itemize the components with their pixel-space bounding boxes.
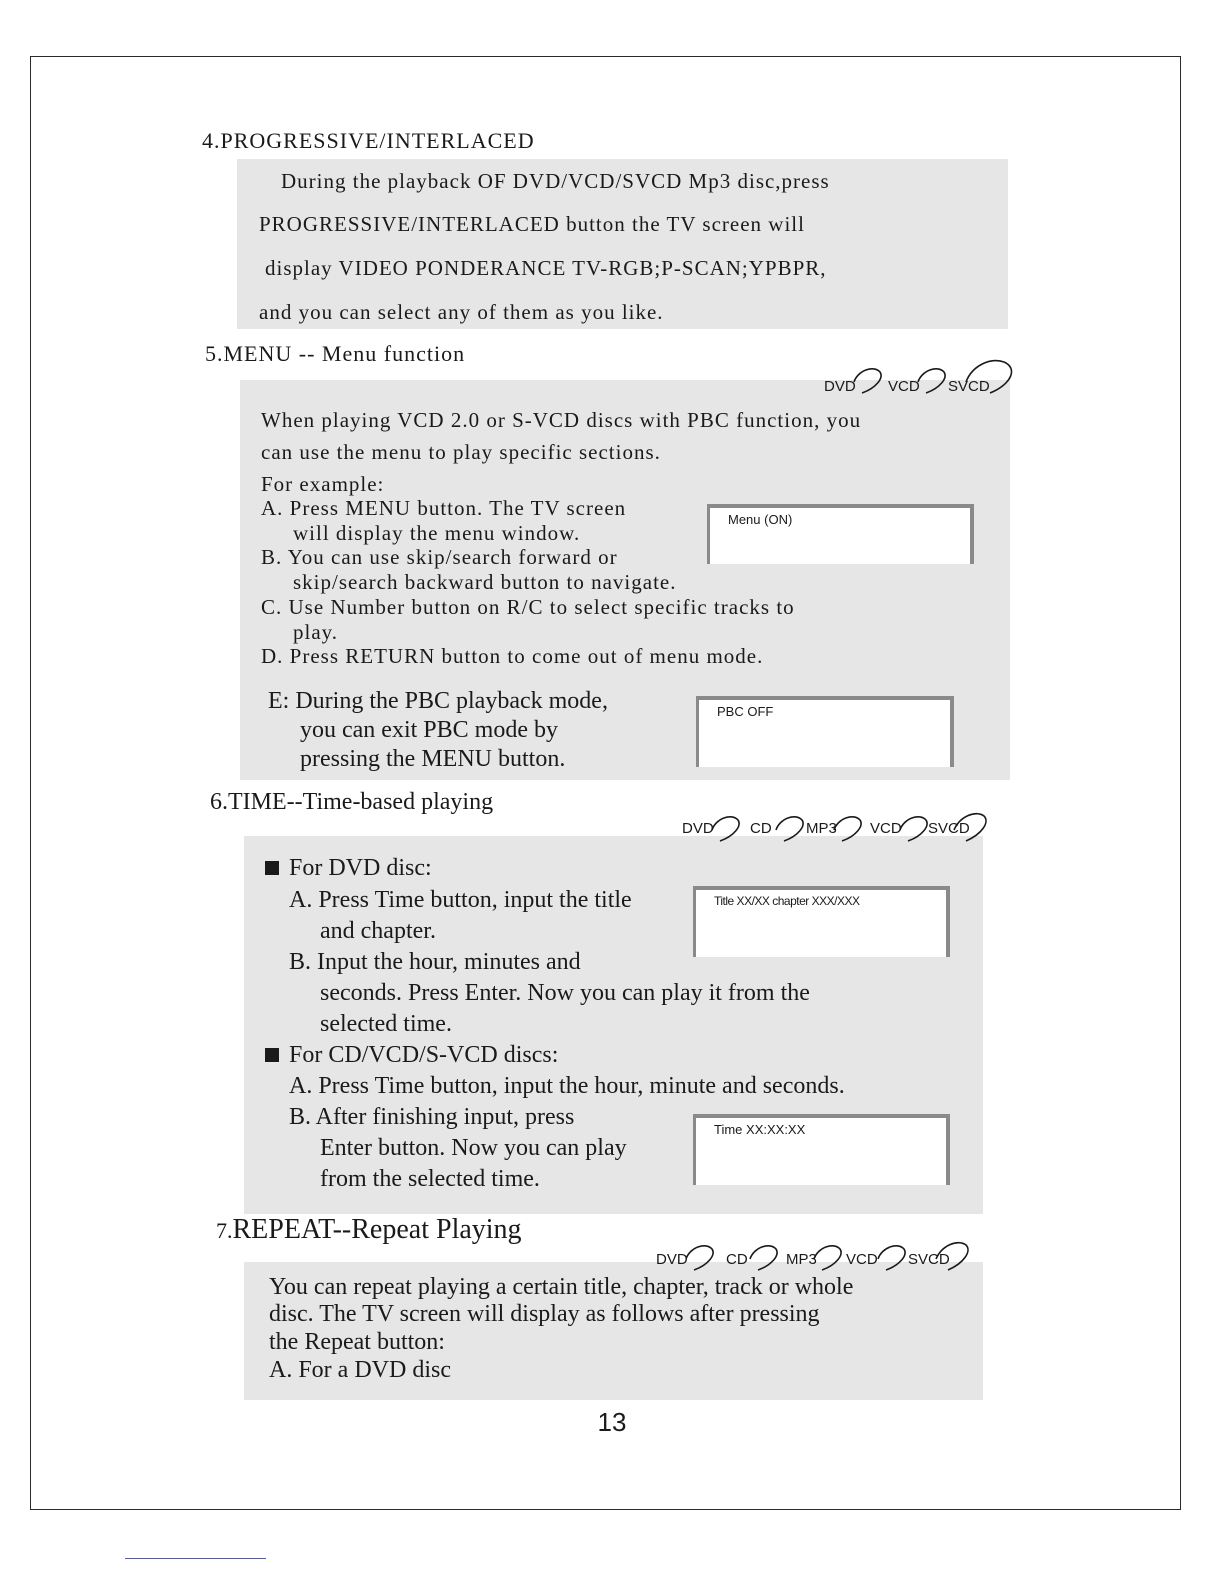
section-7-heading bbox=[216, 1214, 522, 1246]
menu-intro-line: can use the menu to play specific sections. bbox=[261, 440, 661, 464]
page-number: 13 bbox=[597, 1407, 627, 1437]
disc-badge-label: VCD bbox=[846, 1251, 878, 1268]
tv-screen-time bbox=[693, 1114, 950, 1185]
disc-badge-mp3 bbox=[786, 1246, 841, 1270]
menu-e-line: pressing the MENU button. bbox=[300, 746, 566, 772]
time-cd-line: from the selected time. bbox=[320, 1166, 540, 1192]
section-6-panel bbox=[244, 836, 983, 1214]
section-5-heading: 5.MENU -- Menu function bbox=[205, 341, 466, 366]
menu-e-line: you can exit PBC mode by bbox=[300, 717, 558, 743]
tv-screen-time-text: Time XX:XX:XX bbox=[714, 1122, 806, 1137]
menu-step: play. bbox=[293, 620, 339, 644]
disc-badge-dvd bbox=[682, 817, 739, 841]
menu-step: C. Use Number button on R/C to select specific tracks to bbox=[261, 595, 795, 619]
time-cd-line: A. Press Time button, input the hour, minute and seconds. bbox=[289, 1073, 845, 1099]
section-6-heading: 6.TIME--Time-based playing bbox=[210, 789, 494, 815]
menu-step: D. Press RETURN button to come out of menu mode. bbox=[261, 644, 764, 668]
repeat-line: You can repeat playing a certain title, chapter, track or whole bbox=[269, 1274, 854, 1300]
bullet-square bbox=[265, 1048, 279, 1062]
disc-badge-dvd bbox=[656, 1246, 713, 1270]
repeat-line: disc. The TV screen will display as follows after pressing bbox=[269, 1301, 820, 1327]
disc-badge-vcd bbox=[888, 369, 945, 395]
time-dvd-line: selected time. bbox=[320, 1011, 452, 1037]
disc-badge-group bbox=[822, 360, 1012, 396]
tv-screen-title bbox=[693, 886, 950, 957]
disc-badge-label: CD bbox=[726, 1251, 748, 1268]
disc-badge-label: MP3 bbox=[806, 820, 837, 837]
time-cd-line: Enter button. Now you can play bbox=[320, 1135, 627, 1161]
menu-e-line: E: During the PBC playback mode, bbox=[268, 688, 608, 714]
footer-rule bbox=[125, 1558, 266, 1559]
time-dvd-line: and chapter. bbox=[320, 918, 436, 944]
disc-badge-label: VCD bbox=[870, 820, 902, 837]
section-5-panel bbox=[240, 380, 1010, 780]
disc-badge-label: MP3 bbox=[786, 1251, 817, 1268]
menu-step: B. You can use skip/search forward or bbox=[261, 545, 618, 569]
section-5-disc-badges bbox=[822, 360, 1012, 396]
menu-step: will display the menu window. bbox=[293, 521, 581, 545]
disc-badge-label: CD bbox=[750, 820, 772, 837]
section-4-panel bbox=[237, 159, 1008, 329]
bullet-square bbox=[265, 861, 279, 875]
tv-screen-menu-text: Menu (ON) bbox=[728, 512, 793, 527]
tv-screen-pbc-text: PBC OFF bbox=[717, 704, 774, 719]
section-4-line: PROGRESSIVE/INTERLACED button the TV screen will bbox=[259, 212, 805, 236]
disc-badge-label: DVD bbox=[824, 378, 856, 395]
disc-badge-label: SVCD bbox=[928, 820, 970, 837]
disc-badge-group bbox=[654, 1240, 974, 1276]
disc-badge-label: VCD bbox=[888, 378, 920, 395]
menu-step: A. Press MENU button. The TV screen bbox=[261, 496, 627, 520]
section-4-heading: 4.PROGRESSIVE/INTERLACED bbox=[202, 128, 535, 153]
disc-badge-mp3 bbox=[806, 817, 861, 841]
disc-badge-label: DVD bbox=[682, 820, 714, 837]
section-4-line: During the playback OF DVD/VCD/SVCD Mp3 disc,press bbox=[281, 169, 830, 193]
menu-example-label: For example: bbox=[261, 472, 385, 496]
disc-badge-dvd bbox=[824, 369, 881, 395]
disc-badge-group bbox=[680, 808, 990, 844]
section-7-heading-number: 7. bbox=[216, 1218, 233, 1243]
disc-badge-label: SVCD bbox=[948, 378, 990, 395]
section-4-line: display VIDEO PONDERANCE TV-RGB;P-SCAN;YPBPR, bbox=[265, 256, 827, 280]
section-7-heading-text: REPEAT--Repeat Playing bbox=[232, 1214, 522, 1245]
repeat-line: A. For a DVD disc bbox=[269, 1357, 451, 1383]
disc-badge-svcd bbox=[928, 814, 986, 841]
tv-screen-title-text: Title XX/XX chapter XXX/XXX bbox=[714, 894, 860, 908]
time-dvd-line: seconds. Press Enter. Now you can play it from the bbox=[320, 980, 810, 1006]
time-dvd-line: A. Press Time button, input the title bbox=[289, 887, 632, 913]
repeat-line: the Repeat button: bbox=[269, 1329, 445, 1355]
disc-badge-cd bbox=[750, 817, 803, 841]
time-cd-line: B. After finishing input, press bbox=[289, 1104, 575, 1130]
disc-badge-label: DVD bbox=[656, 1251, 688, 1268]
menu-intro-line: When playing VCD 2.0 or S-VCD discs with PBC function, you bbox=[261, 408, 862, 432]
section-7-panel bbox=[244, 1262, 983, 1400]
time-dvd-label: For DVD disc: bbox=[289, 855, 432, 881]
disc-badge-vcd bbox=[870, 817, 927, 841]
menu-step: skip/search backward button to navigate. bbox=[293, 570, 677, 594]
section-7-disc-badges bbox=[654, 1240, 974, 1276]
disc-badge-vcd bbox=[846, 1246, 905, 1270]
disc-badge-cd bbox=[726, 1246, 777, 1270]
tv-screen-pbc bbox=[696, 696, 954, 767]
time-dvd-line: B. Input the hour, minutes and bbox=[289, 949, 581, 975]
time-cd-label: For CD/VCD/S-VCD discs: bbox=[289, 1042, 559, 1068]
disc-badge-label: SVCD bbox=[908, 1251, 950, 1268]
disc-badge-svcd bbox=[948, 361, 1012, 395]
section-4-line: and you can select any of them as you like. bbox=[259, 300, 664, 324]
tv-screen-menu bbox=[707, 504, 974, 564]
disc-badge-svcd bbox=[908, 1243, 968, 1270]
section-6-disc-badges bbox=[680, 808, 990, 844]
